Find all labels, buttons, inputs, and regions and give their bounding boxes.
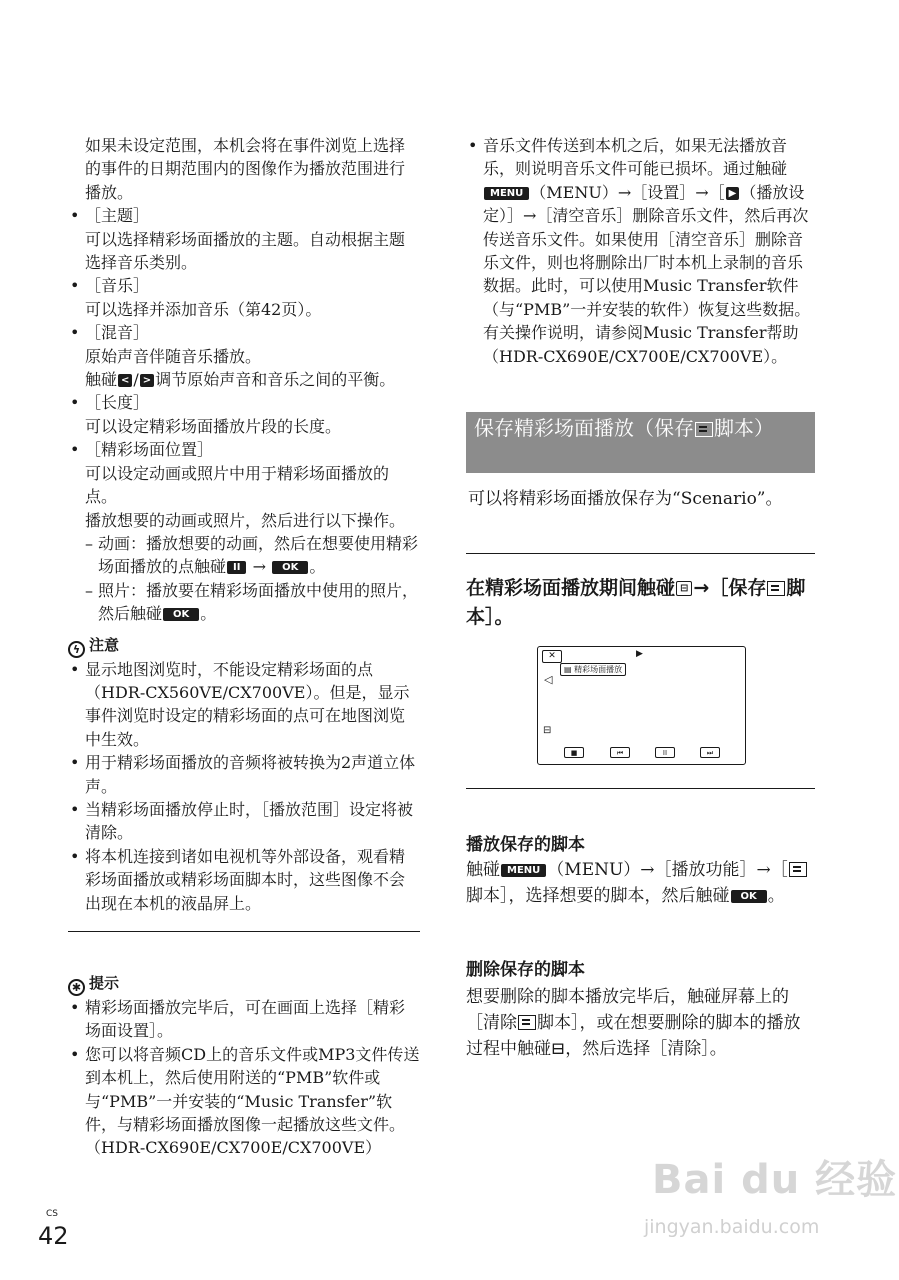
ok-key: OK [163, 608, 199, 621]
ok-key: OK [731, 890, 767, 903]
item-title: • ［主题］ [85, 206, 150, 226]
step-instruction: 在精彩场面播放期间触碰 ⊟ →［保存 脚本］。 [466, 577, 806, 628]
scenario-icon [518, 1015, 536, 1030]
play-paragraph: 触碰 MENU （MENU）→［播放功能］→［脚本］，选择想要的脚本，然后触碰 OK 。 [466, 857, 812, 909]
item-desc: 可以选择并添加音乐（第42页）。 [85, 299, 322, 319]
warning-icon: ϟ [68, 641, 85, 658]
item-title: • ［音乐］ [85, 276, 150, 296]
section-intro: 可以将精彩场面播放保存为“Scenario”。 [468, 489, 783, 509]
subheading-delete: 删除保存的脚本 [466, 960, 585, 980]
music-bullet: • 音乐文件传送到本机之后，如果无法播放音乐，则说明音乐文件可能已损坏。通过触碰MENU （MENU）→［设置］→［ ▶ （播放设定）］→［清空音乐］删除音乐文件，然后再次传送音乐文件。如果使用［清空音乐］删除音乐文件，则也将删除出厂时本机上录制的音乐数据。此时，可以使用Music Transfer软件（与“PMB”一并安装的软件）恢复这些数据。有关操作说明，请参阅Music Transfer帮助（HDR-CX690E/CX700E/CX700VE）。 [466, 134, 816, 368]
watermark-logo: Bai du 经验 [652, 1157, 898, 1203]
list-item-mix [68, 321, 420, 391]
menu-key: MENU [501, 864, 546, 877]
list-item-point [68, 438, 420, 532]
save-scenario-icon: ⊟ [551, 1039, 566, 1059]
item-desc: 可以设定动画或照片中用于精彩场面播放的点。 [85, 463, 390, 507]
scenario-icon [789, 862, 807, 877]
left-column [68, 134, 420, 1160]
play-icon: ▶ [726, 187, 740, 200]
divider [68, 931, 420, 932]
divider [466, 788, 815, 789]
section-banner: 保存精彩场面播放（保存 脚本） [466, 412, 815, 473]
item-title: • ［长度］ [85, 393, 150, 413]
notice-item: • 当精彩场面播放停止时，［播放范围］设定将被清除。 [68, 798, 420, 845]
notice-item: • 显示地图浏览时，不能设定精彩场面的点（HDR-CX560VE/CX700VE）。但是，显示事件浏览时设定的精彩场面的点可在地图浏览中生效。 [68, 658, 420, 752]
scenario-icon [767, 581, 785, 596]
dash-item-movie: – 动画：播放想要的动画，然后在想要使用精彩场面播放的点触碰 II → OK 。 [68, 532, 420, 579]
delete-paragraph: 想要删除的脚本播放完毕后，触碰屏幕上的［清除 脚本］，或在想要删除的脚本的播放过程中触碰⊟，然后选择［清除］。 [466, 987, 801, 1059]
left-arrow-key: < [118, 374, 132, 387]
subheading-play: 播放保存的脚本 [466, 835, 585, 855]
highlight-playback-label: ▤ 精彩场面播放 [560, 663, 626, 676]
item-title: • ［精彩场面位置］ [85, 440, 214, 460]
list-item-theme [68, 204, 420, 274]
list-item-length [68, 391, 420, 438]
scenario-icon [695, 422, 713, 437]
watermark-url: jingyan.baidu.com [644, 1216, 820, 1238]
item-desc: 可以设定精彩场面播放片段的长度。 [85, 416, 342, 436]
close-icon: ✕ [542, 650, 562, 663]
pause-key: II [227, 561, 246, 574]
divider [466, 553, 815, 554]
save-scenario-icon: ⊟ [543, 725, 552, 736]
tip-item: • 您可以将音频CD上的音乐文件或MP3文件传送到本机上，然后使用附送的“PMB”软件或与“PMB”一并安装的“Music Transfer”软件，与精彩场面播放图像一起播放这些文件。（HDR-CX690E/CX700E/CX700VE） [68, 1043, 420, 1160]
menu-key: MENU [484, 187, 529, 200]
lcd-screen-illustration [537, 646, 746, 765]
scenario-icon: ▤ [564, 665, 572, 674]
notice-heading: ϟ 注意 [68, 634, 420, 658]
notice-item: • 将本机连接到诸如电视机等外部设备，观看精彩场面播放或精彩场面脚本时，这些图像不会出现在本机的液晶屏上。 [68, 845, 420, 915]
volume-icon: ◁ [544, 673, 553, 686]
right-arrow-key: > [140, 374, 154, 387]
item-title: • ［混音］ [85, 323, 150, 343]
stop-button[interactable]: ■ [564, 747, 584, 758]
page-language: CS [46, 1209, 58, 1219]
pause-button[interactable]: II [655, 747, 675, 758]
item-desc: 可以选择精彩场面播放的主题。自动根据主题选择音乐类别。 [85, 229, 406, 273]
page-number: 42 [38, 1222, 69, 1250]
tip-item: • 精彩场面播放完毕后，可在画面上选择［精彩场面设置］。 [68, 996, 420, 1043]
right-column [466, 134, 816, 368]
item-desc: 播放想要的动画或照片，然后进行以下操作。 [85, 510, 406, 530]
notice-item: • 用于精彩场面播放的音频将被转换为2声道立体声。 [68, 751, 420, 798]
play-icon: ▶ [636, 649, 643, 659]
tips-heading: ✱ 提示 [68, 972, 420, 996]
list-item-music [68, 274, 420, 321]
dash-item-photo: – 照片：播放要在精彩场面播放中使用的照片，然后触碰 OK 。 [68, 579, 420, 626]
intro-paragraph: 如果未设定范围，本机会将在事件浏览上选择的事件的日期范围内的图像作为播放范围进行播放。 [85, 136, 406, 202]
item-desc: 原始声音伴随音乐播放。 [85, 346, 262, 366]
save-scenario-icon: ⊟ [676, 581, 692, 596]
mix-instruction: 触碰 < / > 调节原始声音和音乐之间的平衡。 [85, 370, 396, 390]
previous-button[interactable]: ⏮ [610, 747, 630, 758]
lightbulb-icon: ✱ [68, 979, 85, 996]
next-button[interactable]: ⏭ [700, 747, 720, 758]
ok-key: OK [272, 561, 308, 574]
